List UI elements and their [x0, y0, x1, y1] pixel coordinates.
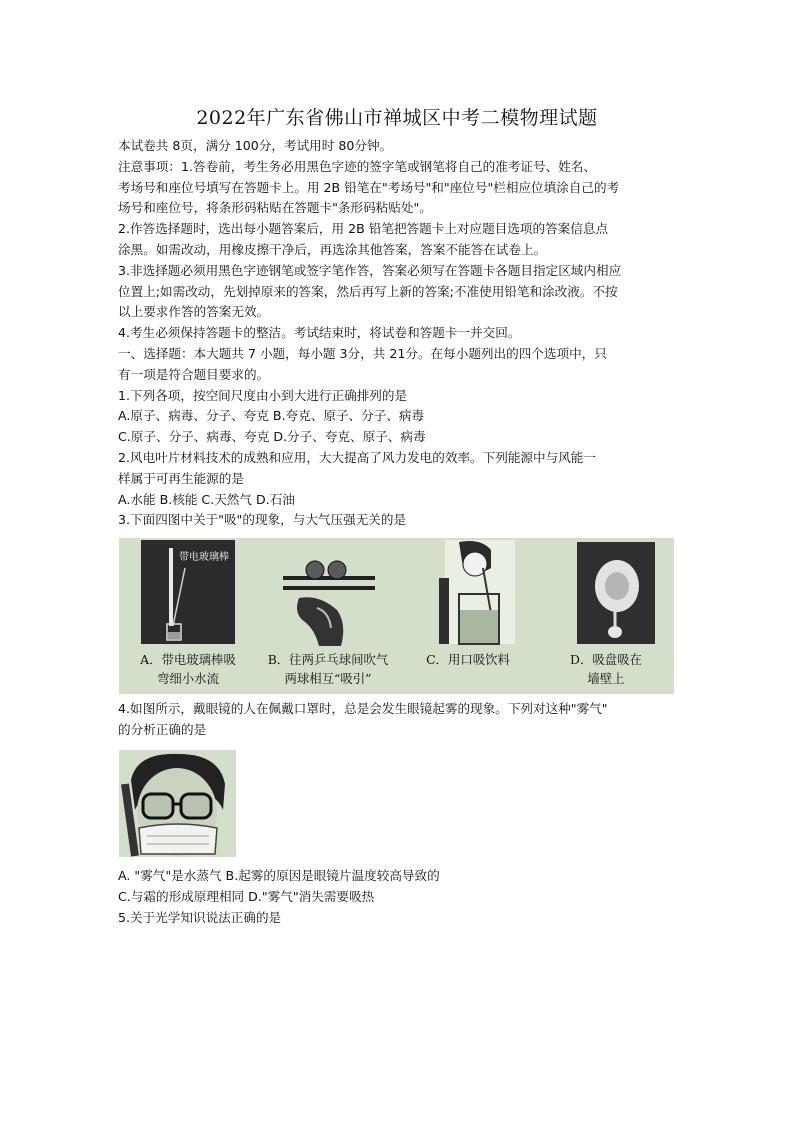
page-title: 2022年广东省佛山市禅城区中考二模物理试题 — [196, 107, 598, 129]
suction-cup-illustration — [537, 538, 675, 650]
question-1-options: A.原子、病毒、分子、夸克 B.夸克、原子、分子、病毒 — [118, 408, 425, 424]
caption-b: B．往两乒乓球间吹气 两球相互“吸引” — [267, 652, 389, 686]
question-2-options: A.水能 B.核能 C.天然气 D.石油 — [118, 491, 295, 507]
question-2-stem: 2.风电叶片材料技术的成熟和应用，大大提高了风力发电的效率。下列能源中与风能一 — [118, 449, 596, 465]
text-line: 以上要求作答的答案无效。 — [118, 304, 270, 320]
text-line: 一、选择题：本大题共 7 小题，每小题 3分，共 21分。在每小题列出的四个选项中，只 — [118, 345, 607, 361]
glass-rod-label: 带电玻璃棒 — [179, 552, 229, 563]
intro-text — [118, 136, 688, 531]
caption-d: D．吸盘吸在 墙壁上 — [570, 652, 642, 686]
text-line: 有一项是符合题目要求的。 — [118, 366, 270, 382]
question-3-figure — [119, 538, 674, 694]
text-line: 3.非选择题必须用黑色字迹钢笔或签字笔作答，答案必须写在答题卡各题目指定区域内相应 — [118, 262, 622, 278]
question-4-figure — [119, 750, 236, 857]
text-line: 场号和座位号，将条形码粘贴在答题卡"条形码粘贴处"。 — [118, 200, 432, 216]
text-line: 4.考生必须保持答题卡的整洁。考试结束时，将试卷和答题卡一并交回。 — [118, 325, 521, 341]
text-line: C.与霜的形成原理相同 D."雾气"消失需要吸热 — [118, 888, 375, 904]
ping-pong-illustration — [259, 538, 397, 650]
figure-panel-d — [537, 538, 675, 694]
question-4-stem — [118, 699, 688, 741]
drinking-straw-illustration — [399, 538, 537, 650]
text-line: 本试卷共 8页，满分 100分，考试用时 80分钟。 — [118, 138, 393, 153]
text-line: 考场号和座位号填写在答题卡上。用 2B 铅笔在"考场号"和"座位号"栏相应位填涂自己的考 — [118, 179, 620, 195]
question-3-stem: 3.下面四图中关于"吸"的现象，与大气压强无关的是 — [118, 512, 407, 528]
text-line: 4.如图所示，戴眼镜的人在佩戴口罩时，总是会发生眼镜起雾的现象。下列对这种"雾气" — [118, 701, 608, 716]
figure-panel-c — [399, 538, 537, 694]
text-line: 2.作答选择题时，选出每小题答案后，用 2B 铅笔把答题卡上对应题目选项的答案信息点 — [118, 221, 609, 237]
text-line: 的分析正确的是 — [118, 721, 207, 737]
question-1-stem: 1.下列各项，按空间尺度由小到大进行正确排列的是 — [118, 387, 408, 403]
question-1-options: C.原子、分子、病毒、夸克 D.分子、夸克、原子、病毒 — [118, 429, 426, 445]
text-line: 注意事项：1.答卷前，考生务必用黑色字迹的签字笔或钢笔将自己的准考证号、姓名、 — [118, 158, 596, 174]
caption-c: C．用口吸饮料 — [426, 652, 510, 667]
figure-panel-a — [119, 538, 257, 694]
text-line: 位置上;如需改动，先划掉原来的答案，然后再写上新的答案;不准使用铅笔和涂改液。不按 — [118, 283, 618, 299]
question-5-stem: 5.关于光学知识说法正确的是 — [118, 909, 282, 925]
glasses-mask-illustration — [119, 750, 236, 857]
text-line: A. "雾气"是水蒸气 B.起雾的原因是眼镜片温度较高导致的 — [118, 868, 440, 883]
text-line: 涂黑。如需改动，用橡皮擦干净后，再选涂其他答案，答案不能答在试卷上。 — [118, 241, 547, 257]
question-4-options — [118, 866, 688, 928]
question-2-stem: 样属于可再生能源的是 — [118, 470, 244, 486]
caption-a: A．带电玻璃棒吸 弯细小水流 — [140, 652, 236, 686]
figure-panel-b — [259, 538, 397, 694]
